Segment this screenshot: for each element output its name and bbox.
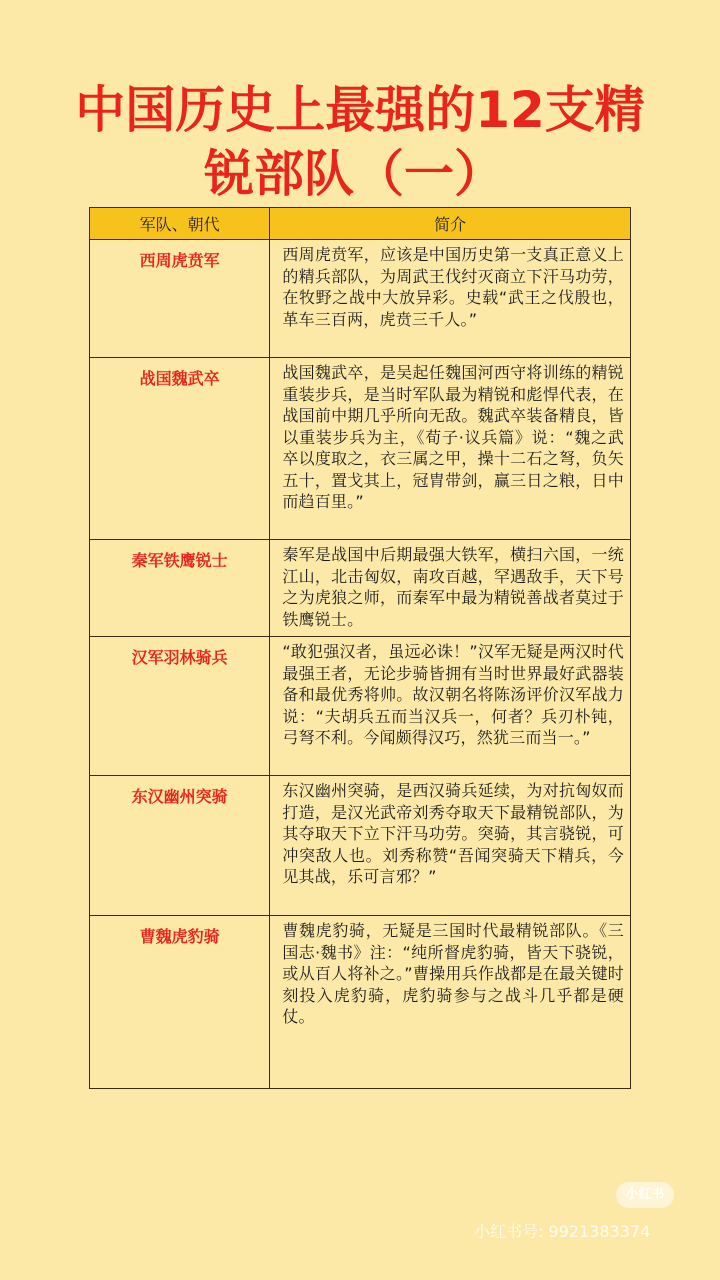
xiaohongshu-logo: 小红书	[616, 1182, 674, 1208]
army-description: “敢犯强汉者，虽远必诛！”汉军无疑是两汉时代最强王者，无论步骑皆拥有当时世界最好武器装备和最优秀将帅。故汉朝名将陈汤评价汉军战力说：“夫胡兵五而当汉兵一，何者？兵刃朴钝，弓弩不利。今闻颇得汉巧，然犹三而当一。”	[270, 637, 631, 776]
table-row	[90, 916, 631, 1089]
army-name: 东汉幽州突骑	[90, 776, 270, 916]
army-description: 秦军是战国中后期最强大铁军，横扫六国，一统江山，北击匈奴，南攻百越，罕遇敌手，天下号之为虎狼之师，而秦军中最为精锐善战者莫过于铁鹰锐士。	[270, 540, 631, 637]
army-name: 秦军铁鹰锐士	[90, 540, 270, 637]
page-title	[0, 78, 720, 206]
watermark-account-id: 小红书号: 9921383374	[474, 1222, 651, 1241]
army-name: 汉军羽林骑兵	[90, 637, 270, 776]
army-description: 东汉幽州突骑，是西汉骑兵延续，为对抗匈奴而打造，是汉光武帝刘秀夺取天下最精锐部队，为其夺取天下立下汗马功劳。突骑，其言骁锐，可冲突敌人也。刘秀称赞“吾闻突骑天下精兵，今见其战，乐可言邪？”	[270, 776, 631, 916]
army-description: 西周虎贲军，应该是中国历史第一支真正意义上的精兵部队，为周武王伐纣灭商立下汗马功劳，在牧野之战中大放异彩。史载“武王之伐殷也，革车三百两，虎贲三千人。”	[270, 240, 631, 358]
table-row	[90, 540, 631, 637]
header-army-dynasty: 军队、朝代	[90, 208, 270, 240]
table-row	[90, 637, 631, 776]
title-line-1: 中国历史上最强的12支精	[75, 81, 645, 139]
army-table	[89, 207, 631, 1089]
title-line-2: 锐部队（一）	[204, 145, 504, 203]
army-name: 西周虎贲军	[90, 240, 270, 358]
army-description: 战国魏武卒，是吴起任魏国河西守将训练的精锐重装步兵，是当时军队最为精锐和彪悍代表，在战国前中期几乎所向无敌。魏武卒装备精良，皆以重装步兵为主，《荀子·议兵篇》说：“魏之武卒以度取之，衣三属之甲，操十二石之弩，负矢五十，置戈其上，冠胄带剑，赢三日之粮，日中而趋百里。”	[270, 358, 631, 540]
table-row	[90, 776, 631, 916]
army-description: 曹魏虎豹骑，无疑是三国时代最精锐部队。《三国志·魏书》注：“纯所督虎豹骑，皆天下骁锐，或从百人将补之。”曹操用兵作战都是在最关键时刻投入虎豹骑，虎豹骑参与之战斗几乎都是硬仗。	[270, 916, 631, 1089]
table-row	[90, 358, 631, 540]
table-row	[90, 240, 631, 358]
table-header-row	[90, 208, 631, 240]
header-introduction: 简介	[270, 208, 631, 240]
army-name: 战国魏武卒	[90, 358, 270, 540]
army-name: 曹魏虎豹骑	[90, 916, 270, 1089]
